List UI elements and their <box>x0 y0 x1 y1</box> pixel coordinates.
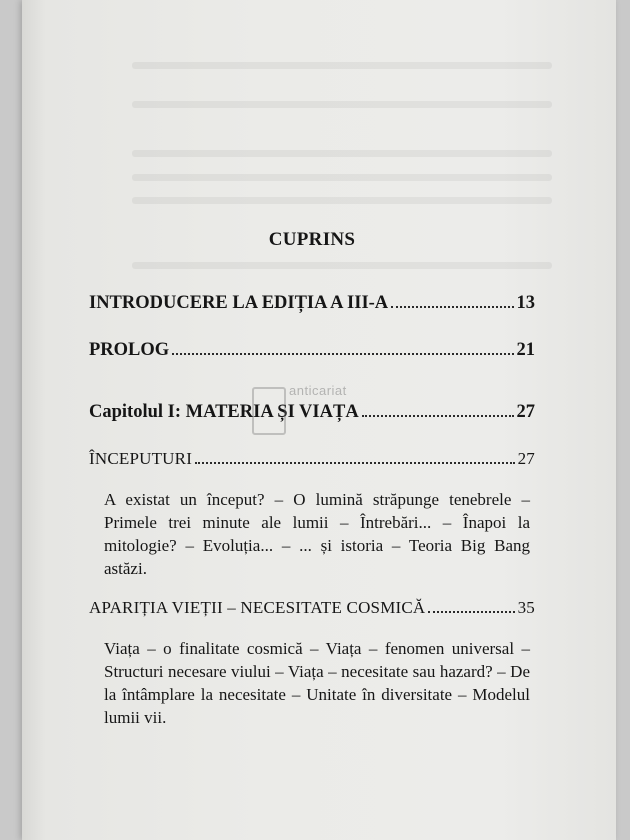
toc-entry-title: ÎNCEPUTURI <box>89 449 193 468</box>
watermark-stamp <box>252 383 412 437</box>
stamp-text: anticariat <box>289 383 347 398</box>
toc-entry-page: 21 <box>516 340 535 360</box>
toc-entry-title: APARIȚIA VIEȚII – NECESITATE COSMICĂ <box>89 598 426 617</box>
toc-leader-dots <box>391 306 513 308</box>
toc-leader-dots <box>195 462 515 464</box>
toc-leader-dots <box>172 353 513 355</box>
show-through <box>132 197 552 204</box>
toc-heading: CUPRINS <box>268 229 356 250</box>
toc-entry-page: 35 <box>517 598 535 617</box>
toc-entry-aparitia-vietii <box>89 598 535 618</box>
toc-entry-inceputuri <box>89 449 535 469</box>
toc-entry-title: INTRODUCERE LA EDIȚIA A III-A <box>89 293 389 313</box>
show-through <box>132 262 552 269</box>
toc-summary-aparitia-vietii: Viața – o finalitate cosmică – Viața – fenomen universal – Structuri necesare viului – Viața – necesitate sau hazard? – De la întâmplare la necesitate – Unitate în diversitate – Modelul lumii vii. <box>104 639 530 727</box>
toc-entry-title: Capitolul I: MATERIA ȘI VIAȚA <box>89 402 359 422</box>
toc-entry-prolog <box>89 340 535 361</box>
book-page <box>22 0 616 840</box>
stamp-logo-icon <box>252 387 286 435</box>
toc-entry-page: 27 <box>517 449 535 468</box>
toc-entry-page: 27 <box>516 402 535 422</box>
show-through <box>132 101 552 108</box>
toc-entry-title: PROLOG <box>89 340 170 360</box>
show-through <box>132 150 552 157</box>
show-through <box>132 174 552 181</box>
toc-entry-page: 13 <box>516 293 535 313</box>
toc-summary-inceputuri: A existat un început? – O lumină străpunge tenebrele – Primele trei minute ale lumii – Întrebări... – Înapoi la mitologie? – Evoluția... – ... și istoria – Teoria Big Bang astăzi. <box>104 490 530 578</box>
toc-leader-dots <box>428 611 514 613</box>
show-through <box>132 62 552 69</box>
toc-entry-introducere <box>89 293 535 314</box>
